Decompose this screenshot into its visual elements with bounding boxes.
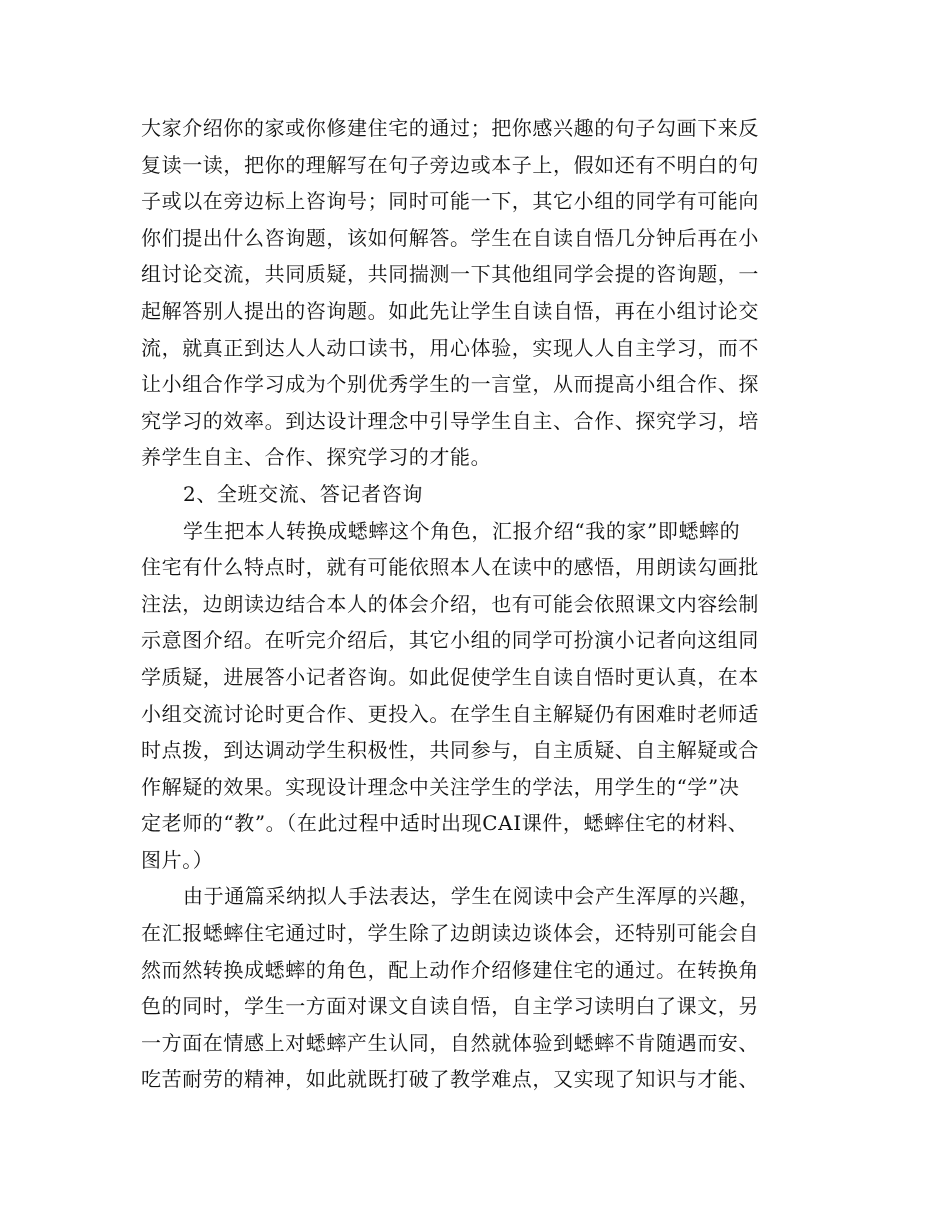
text-line: 让小组合作学习成为个别优秀学生的一言堂，从而提高小组合作、探 — [141, 372, 759, 397]
paragraph-start-line: 学生把本人转换成蟋蟀这个角色，汇报介绍“我的家”即蟋蟀的 — [183, 518, 741, 543]
text-line: 图片。） — [141, 847, 214, 872]
text-line: 在汇报蟋蟀住宅通过时，学生除了边朗读边谈体会，还特别可能会自 — [141, 921, 759, 946]
text-line: 学质疑，进展答小记者咨询。如此促使学生自读自悟时更认真，在本 — [141, 664, 759, 689]
text-line: 定老师的“教”。（在此过程中适时出现CAI课件，蟋蟀住宅的材料、 — [141, 811, 749, 836]
text-line: 示意图介绍。在听完介绍后，其它小组的同学可扮演小记者向这组同 — [141, 628, 759, 653]
text-line: 然而然转换成蟋蟀的角色，配上动作介绍修建住宅的通过。在转换角 — [141, 957, 759, 982]
text-line: 吃苦耐劳的精神，如此就既打破了教学难点，又实现了知识与才能、 — [141, 1067, 759, 1092]
text-line: 一方面在情感上对蟋蟀产生认同，自然就体验到蟋蟀不肯随遇而安、 — [141, 1030, 759, 1055]
text-line: 时点拨，到达调动学生积极性，共同参与，自主质疑、自主解疑或合 — [141, 738, 759, 763]
text-line: 子或以在旁边标上咨询号；同时可能一下，其它小组的同学有可能向 — [141, 189, 759, 214]
text-line: 注法，边朗读边结合本人的体会介绍，也有可能会依照课文内容绘制 — [141, 591, 759, 616]
text-line: 复读一读，把你的理解写在句子旁边或本子上，假如还有不明白的句 — [141, 152, 759, 177]
text-line: 大家介绍你的家或你修建住宅的通过；把你感兴趣的句子勾画下来反 — [141, 116, 759, 140]
body-text — [141, 110, 831, 1098]
text-line: 起解答别人提出的咨询题。如此先让学生自读自悟，再在小组讨论交 — [141, 298, 759, 323]
paragraph-start-line: 2、全班交流、答记者咨询 — [183, 481, 423, 506]
text-line: 组讨论交流，共同质疑，共同揣测一下其他组同学会提的咨询题，一 — [141, 262, 759, 287]
paragraph-start-line: 由于通篇采纳拟人手法表达，学生在阅读中会产生浑厚的兴趣， — [183, 884, 760, 909]
text-line: 作解疑的效果。实现设计理念中关注学生的学法，用学生的“学”决 — [141, 774, 740, 799]
text-line: 你们提出什么咨询题，该如何解答。学生在自读自悟几分钟后再在小 — [141, 225, 759, 250]
text-line: 养学生自主、合作、探究学习的才能。 — [141, 445, 492, 470]
text-line: 小组交流讨论时更合作、更投入。在学生自主解疑仍有困难时老师适 — [141, 701, 759, 726]
text-line: 色的同时，学生一方面对课文自读自悟，自主学习读明白了课文，另 — [141, 994, 759, 1019]
text-line: 住宅有什么特点时，就有可能依照本人在读中的感悟，用朗读勾画批 — [141, 555, 759, 580]
text-line: 究学习的效率。到达设计理念中引导学生自主、合作、探究学习，培 — [141, 408, 759, 433]
text-line: 流，就真正到达人人动口读书，用心体验，实现人人自主学习，而不 — [141, 335, 759, 360]
